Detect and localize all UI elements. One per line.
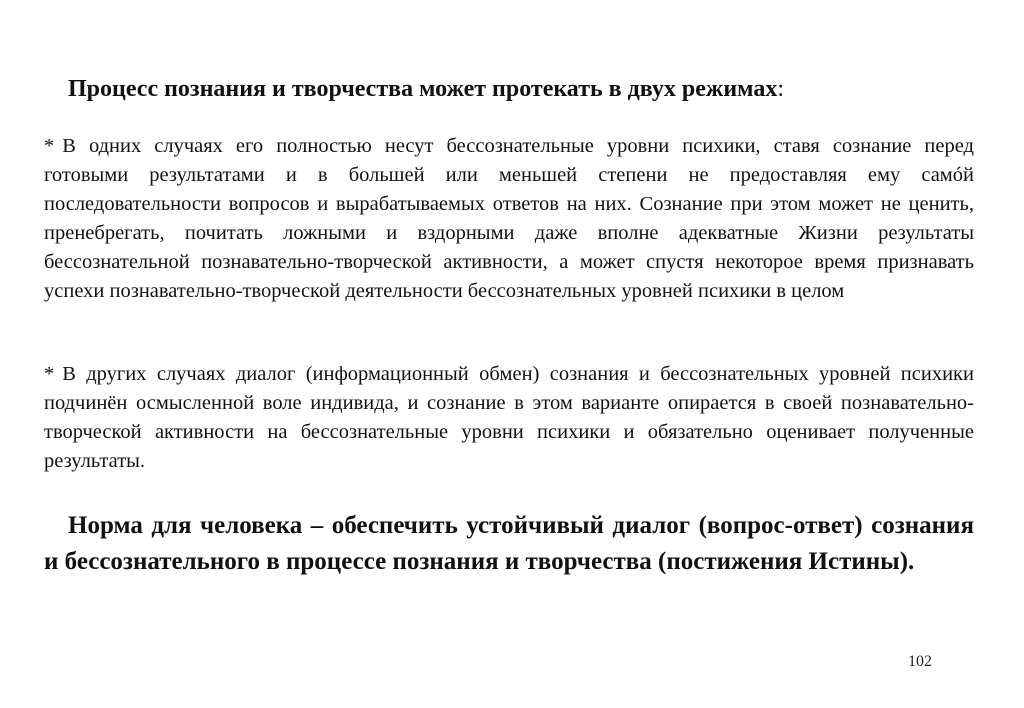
slide-heading [68,74,968,104]
bullet-marker: * [44,135,55,157]
conclusion-statement: Норма для человека – обеспечить устойчивый диалог (вопрос-ответ) сознания и бессознательного в процессе познания и творчества (постижения Истины). [44,512,974,575]
paragraph-text: В других случаях диалог (информационный обмен) сознания и бессознательных уровней психики подчинён осмысленной воле индивида, и сознание в этом варианте опирается в своей познавательно-творческой активности на бессознательные уровни психики и обязательно оценивает полученные результаты. [44,363,974,472]
page-number: 102 [908,653,932,670]
paragraph-dialog-mode [44,360,974,476]
bullet-marker: * [44,363,55,385]
paragraph-unconscious-mode [44,132,974,306]
paragraph-text: В одних случаях его полностью несут бессознательные уровни психики, ставя сознание перед готовыми результатами и в большей или меньшей степени не предоставляя ему самóй последовательности вопросов и вырабатываемых ответов на них. Сознание при этом может не ценить, пренебрегать, почитать ложными и вздорными даже вполне адекватные Жизни результаты бессознательной познавательно-творческой активности, а может спустя некоторое время признавать успехи познавательно-творческой деятельности бессознательных уровней психики в целом [44,135,974,302]
heading-text: Процесс познания и творчества может протекать в двух режимах [68,76,778,102]
heading-colon: : [777,76,784,102]
